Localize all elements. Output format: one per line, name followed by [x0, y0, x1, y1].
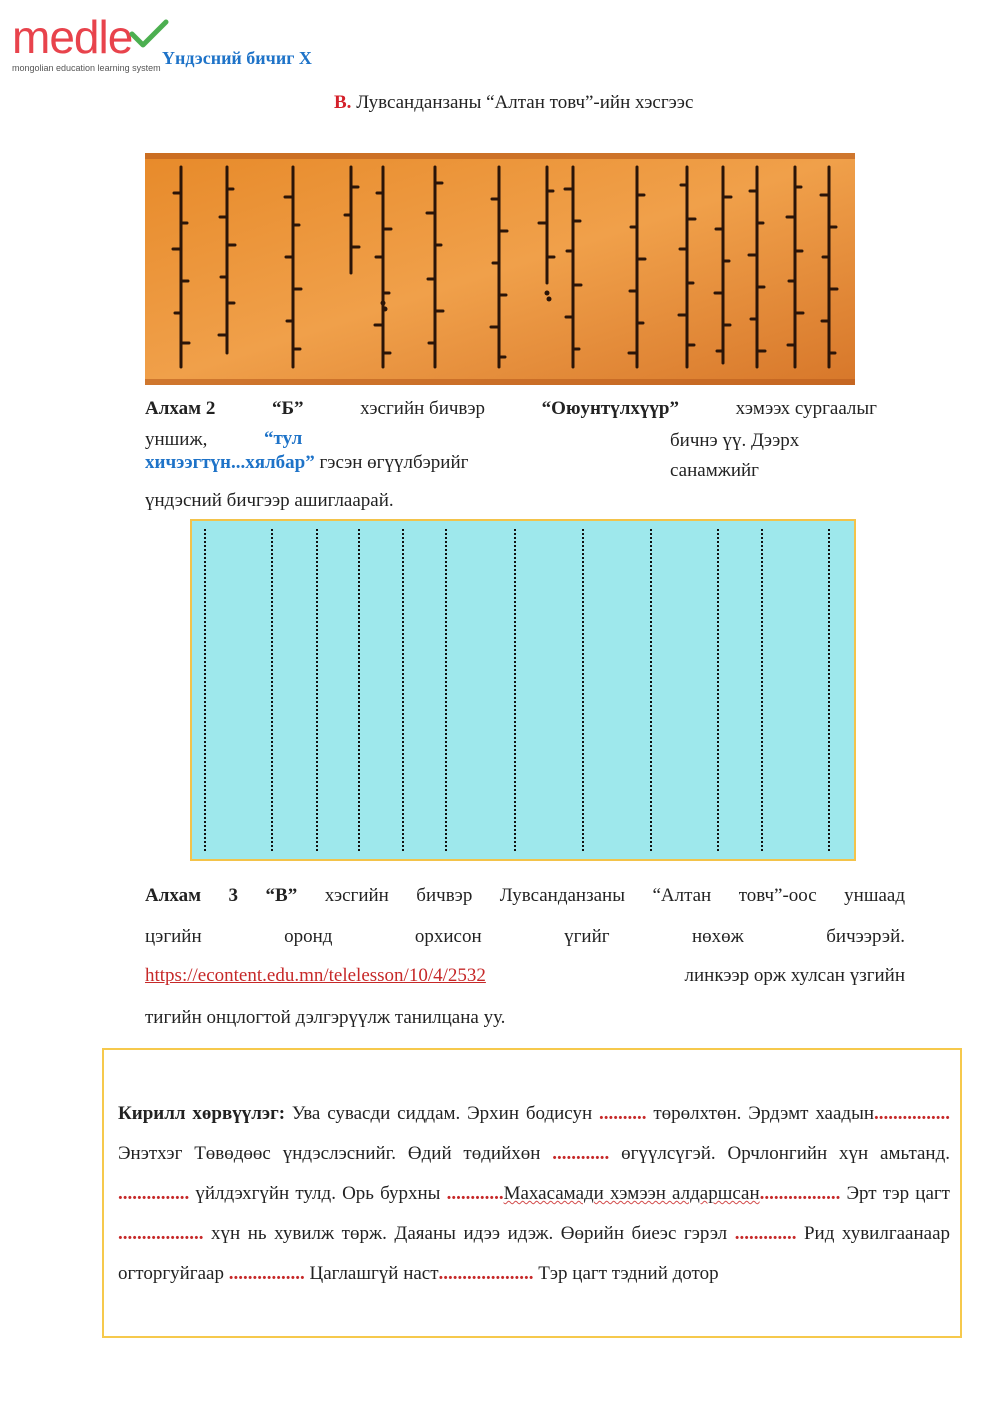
writing-guide-line: [402, 529, 404, 851]
step3-line3: [145, 961, 905, 991]
step2-quote-line: [145, 448, 468, 478]
step3-head: Алхам 3: [145, 885, 239, 906]
telelesson-link[interactable]: https://econtent.edu.mn/telelesson/10/4/2532: [145, 965, 486, 986]
step2-left-word: уншиж,: [145, 429, 208, 450]
writing-guide-line: [445, 529, 447, 851]
writing-guide-line: [271, 529, 273, 851]
step3-after-link: линкээр орж хулсан үзгийн: [684, 965, 905, 986]
writing-guide-line: [582, 529, 584, 851]
step2-line3: үндэсний бичгээр ашиглаарай.: [145, 490, 394, 511]
text-segment: Эрт тэр цагт: [846, 1183, 950, 1204]
step2-book-title: “Оюунтүлхүүр”: [541, 398, 679, 419]
fill-blank[interactable]: ...............: [118, 1183, 190, 1204]
step2-after-quote: гэсэн өгүүлбэрийг: [319, 452, 469, 473]
text-segment: Ува сувасди сиддам. Эрхин бодисун: [291, 1103, 593, 1124]
logo-tagline: mongolian education learning system: [12, 63, 161, 73]
step3-quote: “В”: [265, 885, 298, 906]
writing-guide-line: [358, 529, 360, 851]
step3-line1: [145, 881, 905, 911]
step3-line4: тигийн онцлогтой дэлгэрүүлж танилцана уу.: [145, 1007, 506, 1028]
writing-worksheet[interactable]: [190, 519, 856, 861]
text-segment: Энэтхэг Төвөдөөс үндэслэснийг. Өдий төдийхөн: [118, 1143, 541, 1164]
section-title: Лувсанданзаны “Алтан товч”-ийн хэсгээс: [356, 92, 694, 113]
page-title: Үндэсний бичиг X: [162, 48, 312, 68]
writing-guide-line: [204, 529, 206, 851]
fill-blank[interactable]: ................: [874, 1103, 951, 1124]
step2-quote: “Б”: [271, 398, 304, 419]
fill-blank[interactable]: ..........: [599, 1103, 647, 1124]
step2-right-text: бичнэ үү. Дээрх санамжийг: [670, 430, 800, 481]
fill-blank[interactable]: ............: [446, 1183, 504, 1204]
cyrillic-conversion-box: [102, 1048, 962, 1338]
section-letter: В.: [334, 92, 352, 113]
section-b-heading: [334, 88, 754, 118]
text-segment: хүн нь хувилж төрж. Даяаны идээ идэж. Өөрийн биеэс гэрэл: [211, 1223, 728, 1244]
step2-mid: хэсгийн бичвэр: [360, 398, 486, 419]
step2-quote-b: хичээгтүн...хялбар”: [145, 452, 315, 473]
writing-guide-line: [514, 529, 516, 851]
writing-guide-line: [761, 529, 763, 851]
fill-blank[interactable]: ....................: [438, 1263, 534, 1284]
step3-line1-rest: хэсгийн бичвэр Лувсанданзаны “Алтан товч”-оос уншаад: [324, 885, 906, 906]
fill-blank[interactable]: ..................: [118, 1223, 204, 1244]
writing-guide-line: [717, 529, 719, 851]
logo-wordmark: medle: [12, 11, 133, 63]
step2-quote-a: “тул: [264, 428, 303, 449]
fill-blank[interactable]: .............: [734, 1223, 797, 1244]
mongolian-script-manuscript-image: [145, 153, 855, 385]
step3-line2: цэгийн оронд орхисон үгийг нөхөж бичээрэй.: [145, 926, 905, 947]
text-segment: Рид хувилгаанаар огторгуйгаар: [118, 1223, 951, 1284]
step2-tail: хэмээх сургаалыг: [735, 398, 877, 419]
text-segment: Махасамади хэмээн алдаршсан: [503, 1183, 760, 1204]
fill-blank[interactable]: .................: [759, 1183, 841, 1204]
text-segment: төрөлхтөн. Эрдэмт: [653, 1103, 809, 1124]
text-segment: хаадын: [815, 1103, 875, 1124]
text-segment: Тэр цагт тэдний дотор: [538, 1263, 719, 1284]
text-segment: өгүүлсүгэй. Орчлонгийн хүн амьтанд.: [621, 1143, 950, 1164]
cyrillic-conversion-text: [118, 1094, 950, 1294]
step2-line1: [145, 394, 877, 424]
writing-guide-line: [650, 529, 652, 851]
step2-head: Алхам 2: [145, 398, 216, 419]
writing-guide-line: [828, 529, 830, 851]
writing-guide-line: [316, 529, 318, 851]
cyrillic-label: Кирилл хөрвүүлэг:: [118, 1103, 286, 1124]
text-segment: үйлдэхгүйн тулд. Орь бурхны: [195, 1183, 441, 1204]
check-icon: [128, 18, 170, 52]
fill-blank[interactable]: ................: [228, 1263, 305, 1284]
fill-blank[interactable]: ............: [552, 1143, 610, 1164]
text-segment: Цаглашгүй наст: [309, 1263, 439, 1284]
